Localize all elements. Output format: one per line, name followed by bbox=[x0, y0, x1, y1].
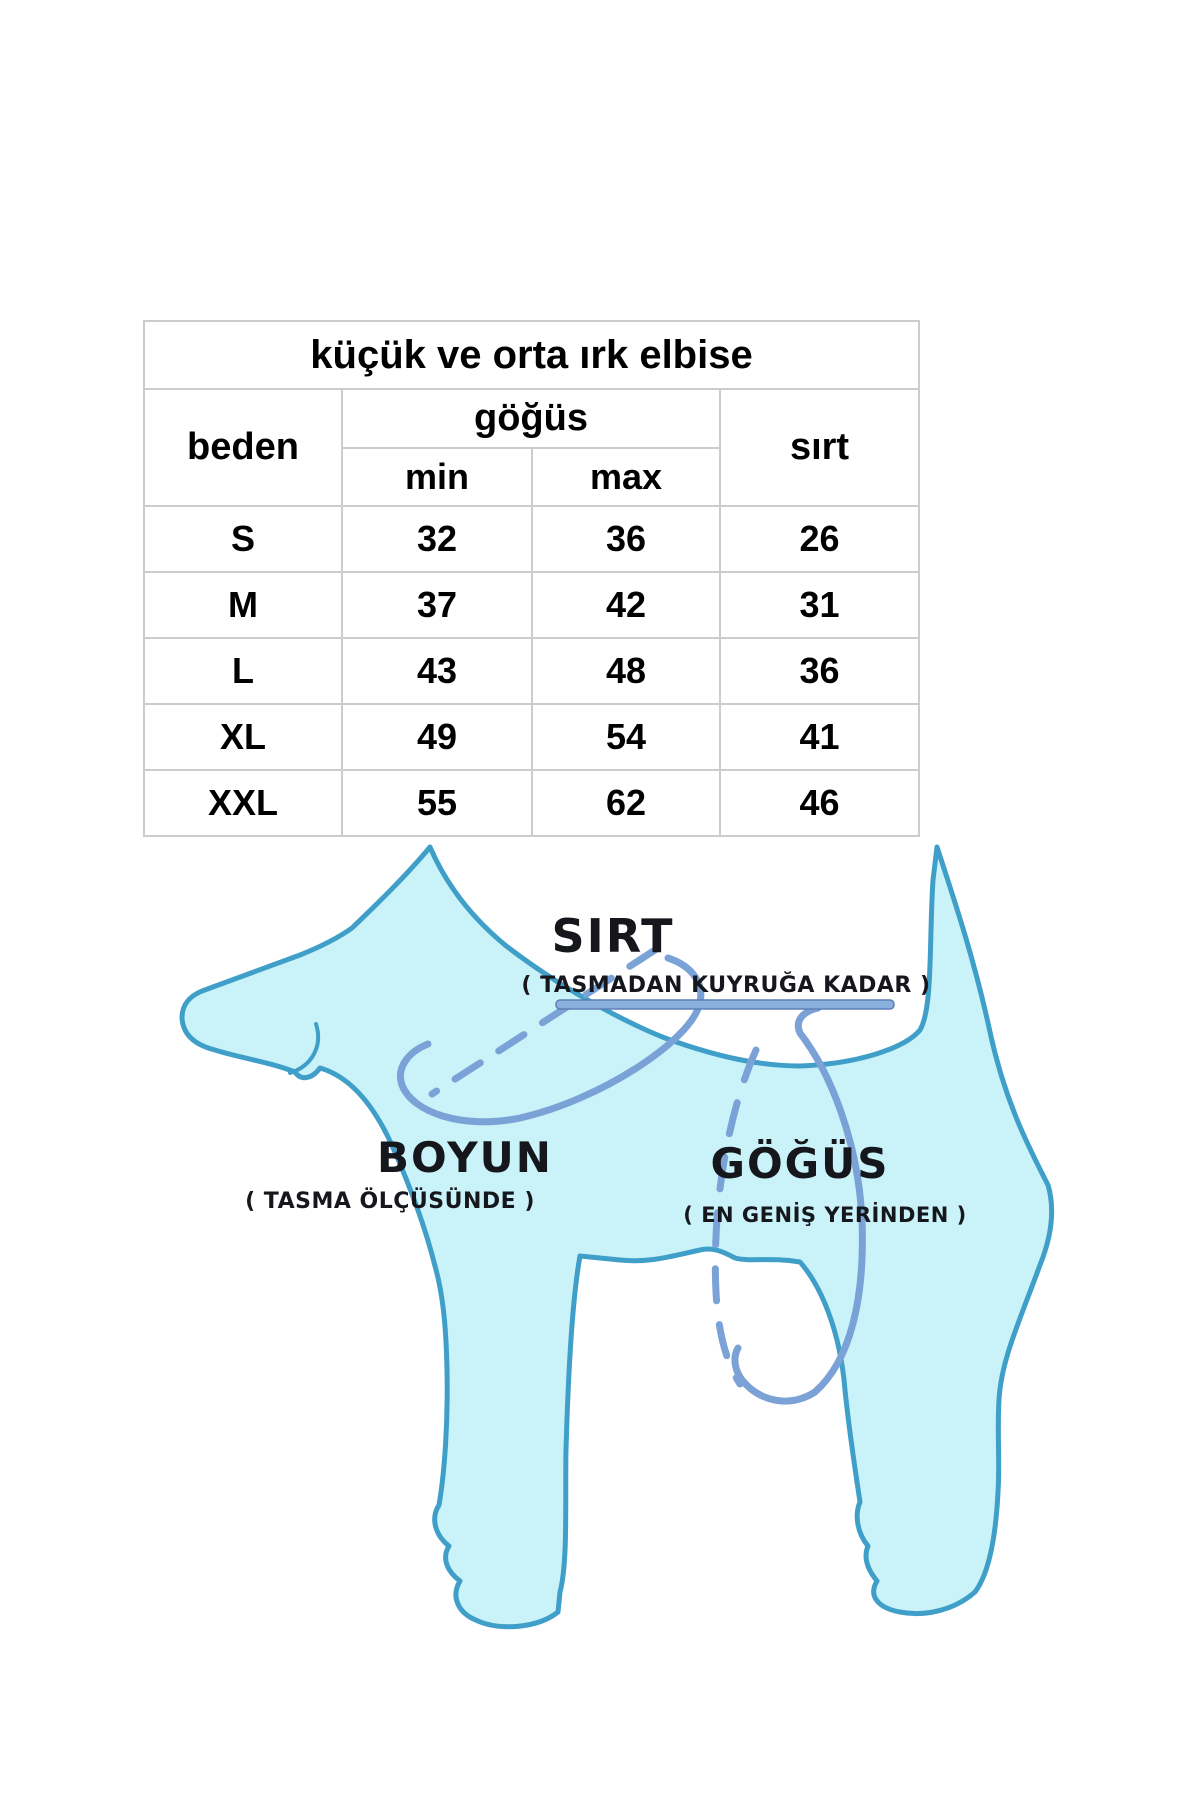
min-cell: 32 bbox=[342, 506, 532, 572]
max-cell: 42 bbox=[532, 572, 720, 638]
sirt-cell: 26 bbox=[720, 506, 919, 572]
size-cell: L bbox=[144, 638, 342, 704]
size-cell: S bbox=[144, 506, 342, 572]
size-cell: M bbox=[144, 572, 342, 638]
size-cell: XXL bbox=[144, 770, 342, 836]
max-cell: 54 bbox=[532, 704, 720, 770]
sirt-cell: 41 bbox=[720, 704, 919, 770]
gogus-sublabel: ( EN GENİŞ YERİNDEN ) bbox=[683, 1203, 967, 1227]
size-cell: XL bbox=[144, 704, 342, 770]
sirt-cell: 46 bbox=[720, 770, 919, 836]
header-gogus: göğüs bbox=[342, 389, 720, 448]
header-max: max bbox=[532, 448, 720, 506]
min-cell: 49 bbox=[342, 704, 532, 770]
min-cell: 55 bbox=[342, 770, 532, 836]
table-title: küçük ve orta ırk elbise bbox=[144, 321, 919, 389]
sirt-label: SIRT bbox=[551, 909, 675, 963]
header-sirt: sırt bbox=[720, 389, 919, 506]
sirt-cell: 36 bbox=[720, 638, 919, 704]
dog-body bbox=[182, 847, 1052, 1627]
sirt-underline bbox=[556, 1000, 894, 1009]
header-min: min bbox=[342, 448, 532, 506]
sirt-sublabel: ( TASMADAN KUYRUĞA KADAR ) bbox=[521, 973, 931, 998]
sirt-cell: 31 bbox=[720, 572, 919, 638]
max-cell: 62 bbox=[532, 770, 720, 836]
gogus-label: GÖĞÜS bbox=[710, 1139, 890, 1188]
max-cell: 48 bbox=[532, 638, 720, 704]
max-cell: 36 bbox=[532, 506, 720, 572]
header-beden: beden bbox=[144, 389, 342, 506]
boyun-sublabel: ( TASMA ÖLÇÜSÜNDE ) bbox=[245, 1189, 535, 1214]
boyun-label: BOYUN bbox=[377, 1133, 553, 1182]
min-cell: 43 bbox=[342, 638, 532, 704]
min-cell: 37 bbox=[342, 572, 532, 638]
